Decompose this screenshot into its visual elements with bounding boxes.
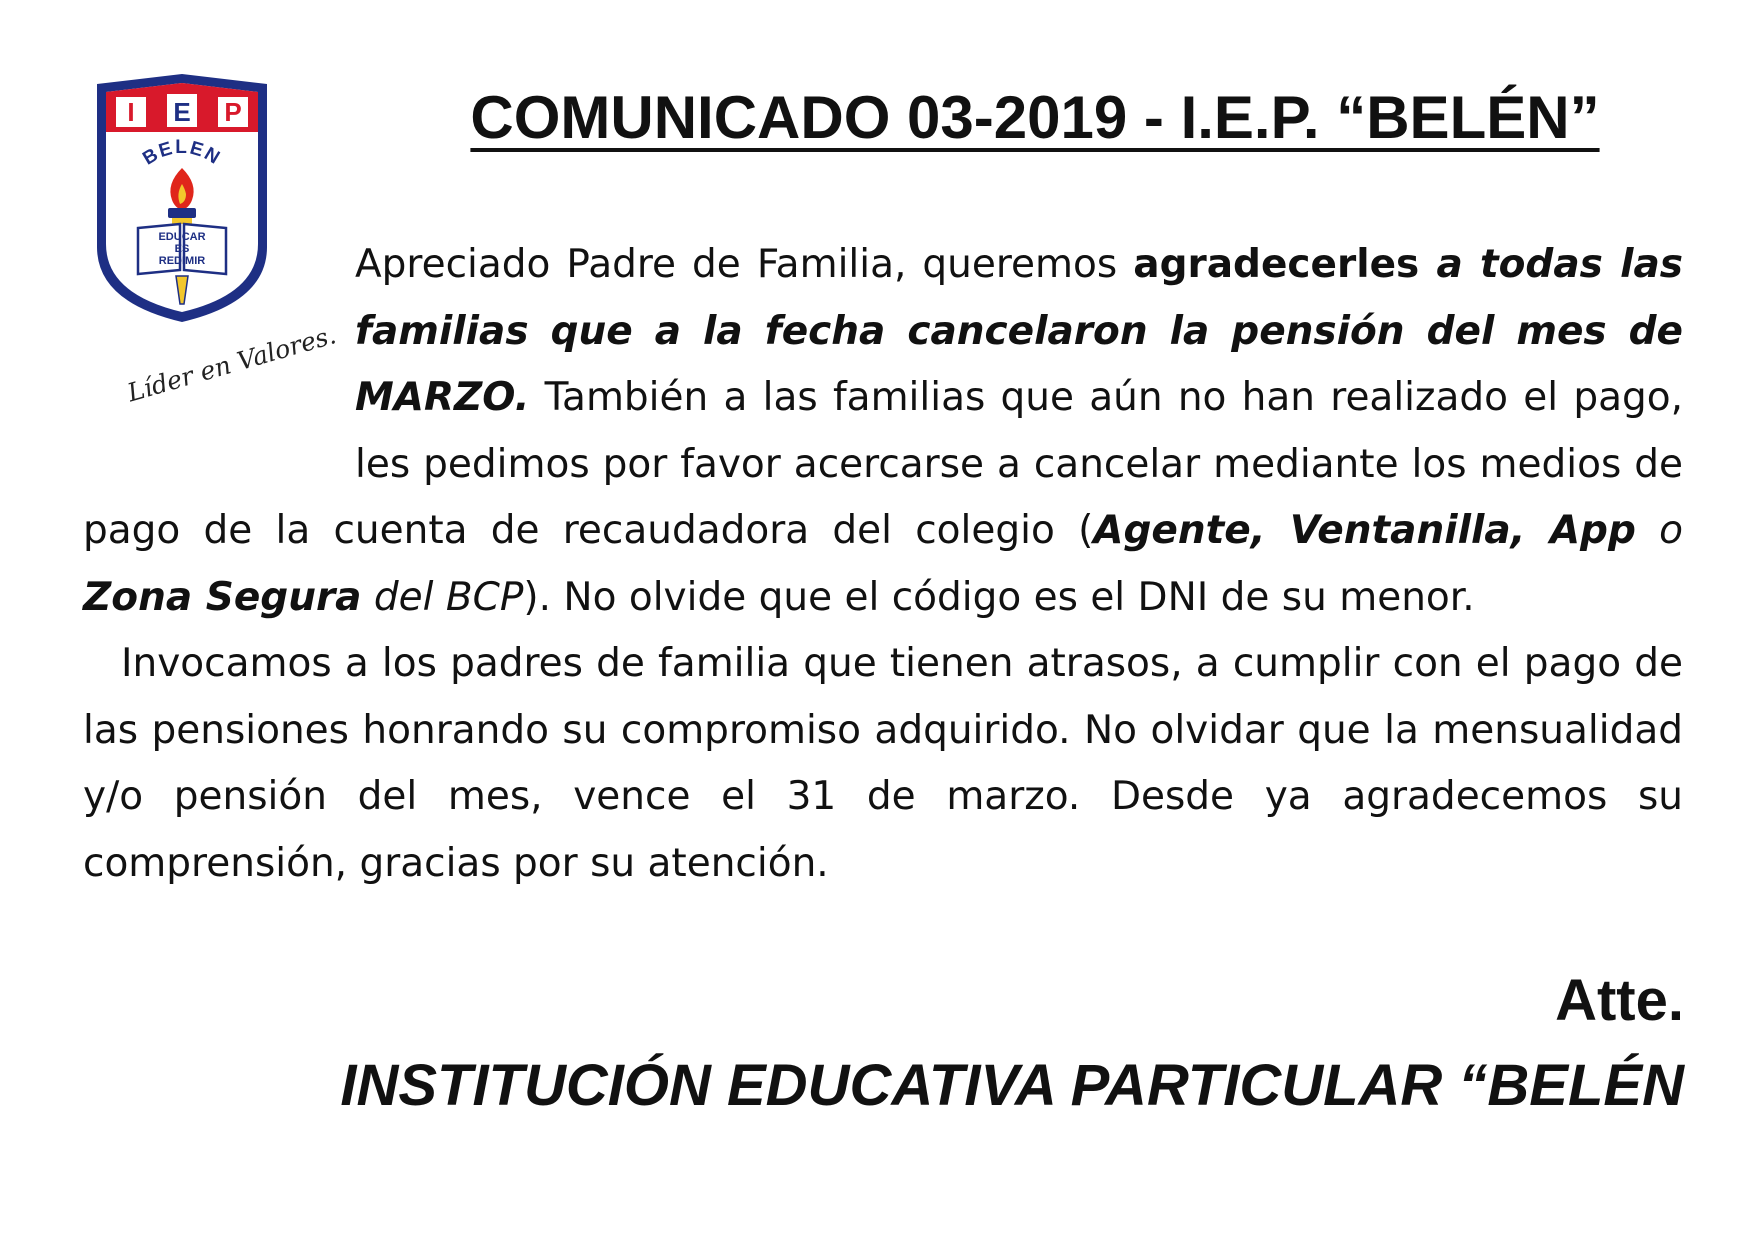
logo-book-line-3: REDIMIR	[158, 255, 206, 267]
announcement-body	[83, 232, 1683, 897]
logo-book-line-1: EDUCAR	[158, 231, 206, 243]
p1-segment-3: a todas las familias que a la fecha cancelaron la pensión del mes de MARZO.	[355, 242, 1683, 420]
page-title: COMUNICADO 03-2019 - I.E.P. “BELÉN”	[470, 84, 1600, 151]
p1-segment-6: o	[1635, 508, 1683, 553]
p1-segment-9: ). No olvide que el código es el DNI de su menor.	[523, 574, 1475, 620]
logo-letter-p: P	[224, 97, 242, 127]
logo-arc-text: BELEN	[139, 137, 225, 170]
logo-book-line-2: ES	[174, 243, 190, 255]
logo-spacer	[83, 232, 355, 432]
p1-segment-4: También a las familias que aún no han realizado el pago, les pedimos por favor acercarse a cancelar mediante los medios de pago de la cuenta de recaudadora del colegio (	[83, 375, 1683, 553]
p1-segment-2: agradecerles	[1133, 242, 1420, 287]
p1-segment-1: Apreciado Padre de Familia, queremos	[355, 242, 1134, 287]
p1-segment-8: del BCP	[361, 574, 524, 620]
logo-slogan: Líder en Valores.	[124, 320, 340, 408]
logo-letter-e: E	[173, 97, 191, 127]
closing-institution: INSTITUCIÓN EDUCATIVA PARTICULAR “BELÉN	[340, 1053, 1684, 1118]
closing-atte: Atte.	[1555, 968, 1684, 1033]
p1-segment-7: Zona Segura	[83, 574, 362, 620]
logo-letter-i: I	[127, 97, 135, 127]
p1-segment-5: Agente, Ventanilla, App	[1093, 508, 1636, 553]
paragraph-2: Invocamos a los padres de familia que tienen atrasos, a cumplir con el pago de las pensiones honrando su compromiso adquirido. No olvidar que la mensualidad y/o pensión del mes, vence el 31 de marzo. Desde ya agradecemos su comprensión, gracias por su atención.	[83, 641, 1683, 886]
